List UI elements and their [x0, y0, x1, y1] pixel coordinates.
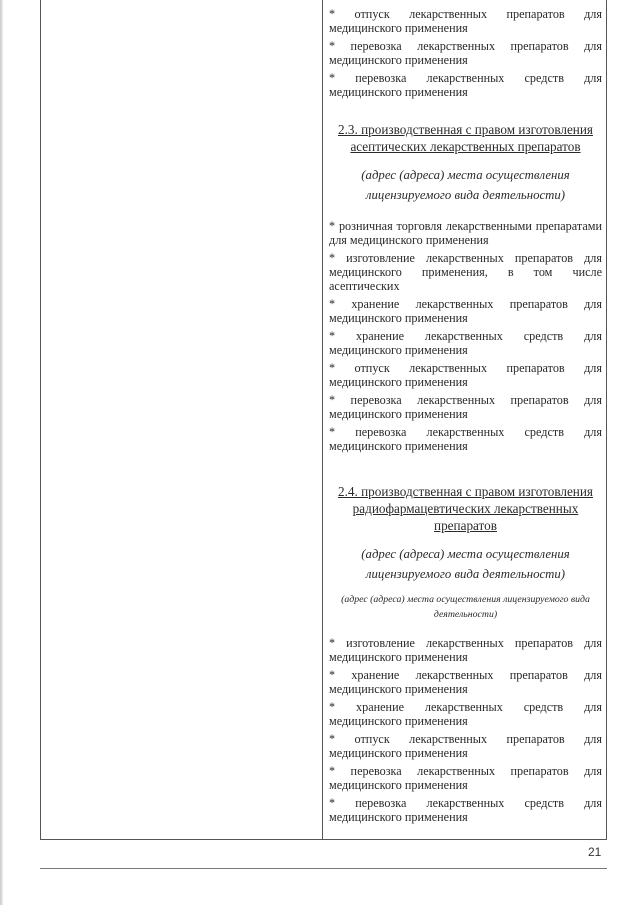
list-item: * перевозка лекарственных препаратов для медицинского применения [329, 764, 602, 793]
list-item: * хранение лекарственных средств для медицинского применения [329, 329, 602, 358]
list-item: * перевозка лекарственных средств для медицинского применения [329, 425, 602, 454]
column-divider [322, 0, 323, 840]
page-number: 21 [588, 845, 602, 859]
list-item: * перевозка лекарственных препаратов для медицинского применения [329, 39, 602, 68]
list-item: * перевозка лекарственных препаратов для медицинского применения [329, 393, 602, 422]
footer-rule [40, 868, 607, 869]
section-heading-2-3: 2.3. производственная с правом изготовления асептических лекарственных препаратов [338, 122, 593, 154]
address-caption: (адрес (адреса) места осуществления лицензируемого вида деятельности) [361, 547, 570, 582]
address-caption-small: (адрес (адреса) места осуществления лицензируемого вида деятельности) [341, 594, 590, 621]
right-column-content [329, 7, 602, 828]
list-item: * отпуск лекарственных препаратов для медицинского применения [329, 732, 602, 761]
list-item: * отпуск лекарственных препаратов для медицинского применения [329, 7, 602, 36]
list-item: * изготовление лекарственных препаратов для медицинского применения, в том числе асептических [329, 251, 602, 294]
address-caption: (адрес (адреса) места осуществления лицензируемого вида деятельности) [361, 168, 570, 202]
list-item: * розничная торговля лекарственными препаратами для медицинского применения [329, 219, 602, 248]
list-item: * перевозка лекарственных средств для медицинского применения [329, 796, 602, 825]
list-item: * изготовление лекарственных препаратов для медицинского применения [329, 636, 602, 665]
list-item: * хранение лекарственных препаратов для медицинского применения [329, 297, 602, 326]
list-item: * хранение лекарственных средств для медицинского применения [329, 700, 602, 729]
list-item: * перевозка лекарственных средств для медицинского применения [329, 71, 602, 100]
section-heading-2-4: 2.4. производственная с правом изготовления радиофармацевтических лекарственных препаратов [338, 484, 593, 534]
scan-edge [0, 0, 3, 905]
list-item: * хранение лекарственных препаратов для медицинского применения [329, 668, 602, 697]
list-item: * отпуск лекарственных препаратов для медицинского применения [329, 361, 602, 390]
